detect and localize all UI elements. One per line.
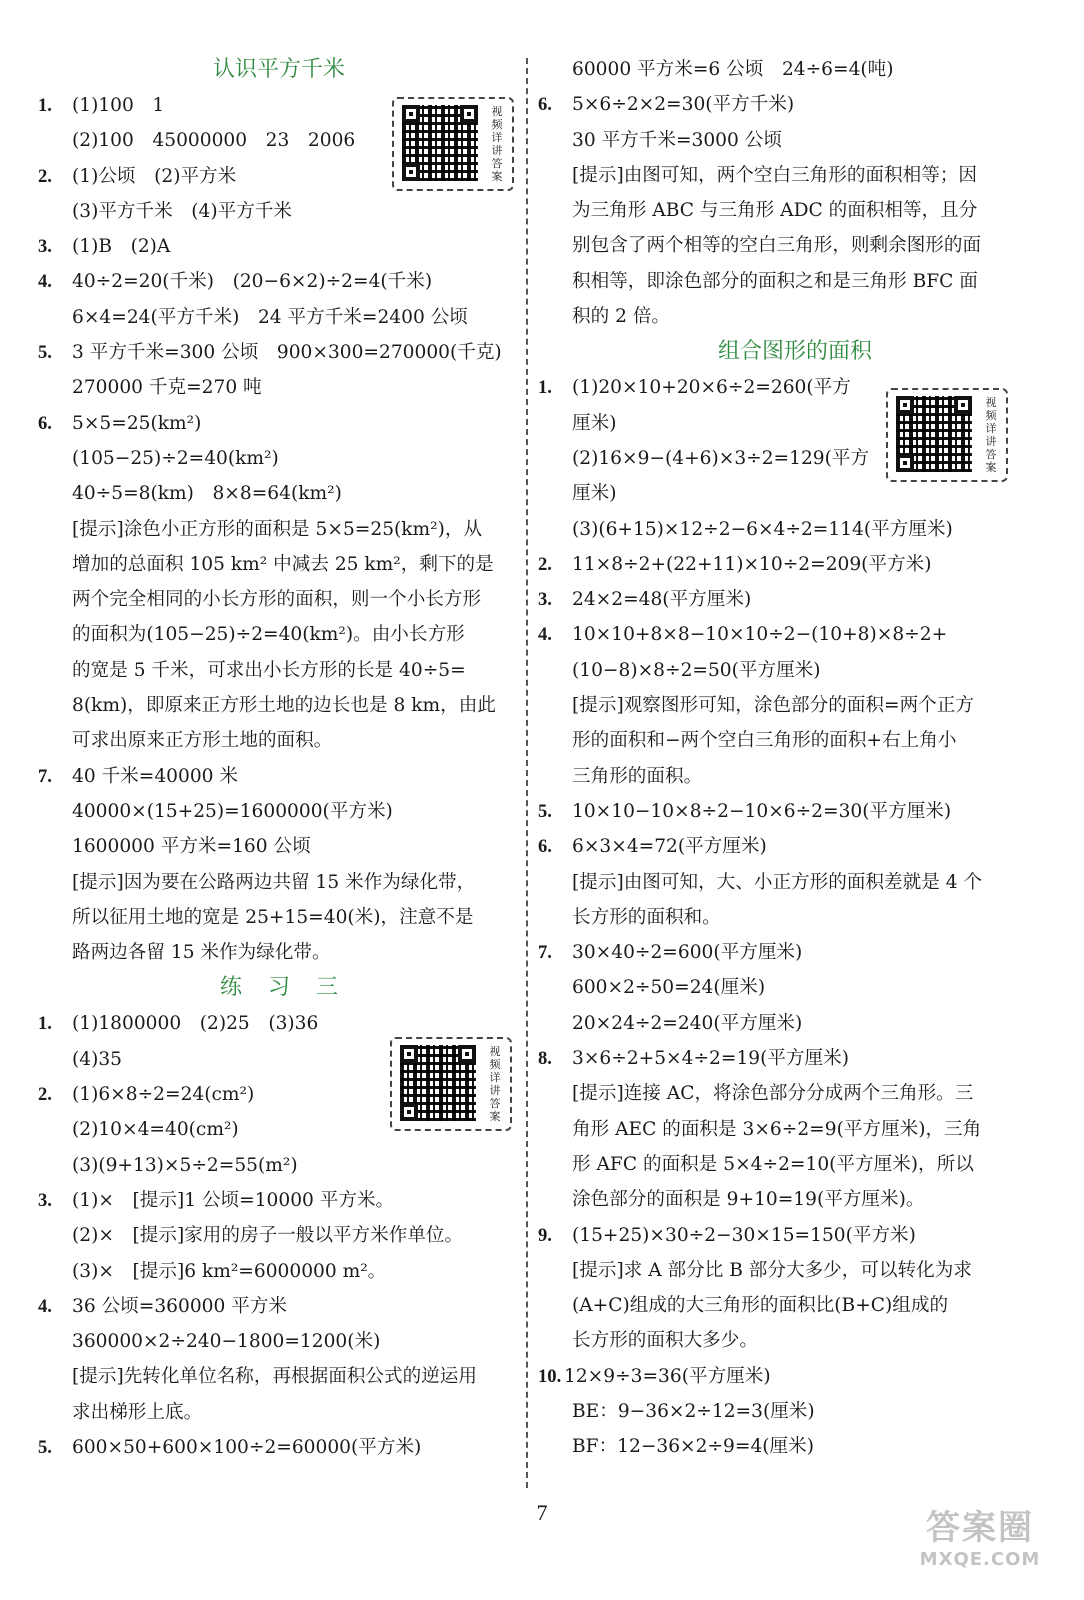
answer-line — [38, 547, 520, 582]
answer-text: 5×5=25(km²) — [72, 412, 202, 434]
item-number: 1. — [38, 95, 52, 116]
answer-line — [38, 1254, 520, 1289]
answer-text: (15+25)×30÷2−30×15=150(平方米) — [572, 1224, 916, 1246]
answer-text: 30×40÷2=600(平方厘米) — [572, 942, 803, 964]
answer-text: [提示]涂色小正方形的面积是 5×5=25(km²)，从 — [72, 518, 483, 540]
answer-text: 30 平方千米=3000 公顷 — [572, 129, 782, 151]
answer-text: 11×8÷2+(22+11)×10÷2=209(平方米) — [572, 553, 932, 575]
answer-line — [538, 723, 1052, 758]
answer-item — [38, 335, 520, 370]
answer-text: (1)公顷 (2)平方米 — [72, 165, 237, 187]
answer-text: (4)35 — [72, 1048, 122, 1070]
qr-label: 视频详讲答案 — [489, 1045, 501, 1123]
answer-text: 60000 平方米=6 公顷 24÷6=4(吨) — [572, 59, 894, 80]
answer-line — [38, 935, 520, 970]
item-number: 2. — [38, 165, 52, 187]
answer-line — [38, 617, 520, 652]
answer-text: 6×4=24(平方千米) 24 平方千米=2400 公顷 — [72, 306, 468, 328]
answer-line — [38, 723, 520, 758]
answer-text: 角形 AEC 的面积是 3×6÷2=9(平方厘米)，三角 — [572, 1118, 982, 1140]
answer-item — [538, 794, 1052, 829]
answer-line — [538, 1288, 1052, 1323]
answer-line — [38, 794, 520, 829]
item-number: 8. — [538, 1048, 552, 1070]
answer-text: (A+C)组成的大三角形的面积比(B+C)组成的 — [572, 1295, 949, 1317]
answer-item — [538, 617, 1052, 652]
answer-line — [538, 900, 1052, 935]
answer-line — [538, 759, 1052, 794]
item-number: 1. — [538, 377, 552, 399]
answer-line — [538, 264, 1052, 299]
answer-text: 20×24÷2=240(平方厘米) — [572, 1012, 803, 1034]
item-number: 5. — [38, 1436, 52, 1458]
item-number: 3. — [38, 1189, 52, 1211]
answer-text: 为三角形 ABC 与三角形 ADC 的面积相等，且分 — [572, 200, 978, 222]
answer-line — [538, 1323, 1052, 1358]
answer-text: (105−25)÷2=40(km²) — [72, 447, 279, 469]
item-number: 2. — [38, 1084, 52, 1106]
answer-line — [38, 653, 520, 688]
answer-text: 12×9÷3=36(平方厘米) — [564, 1365, 771, 1387]
item-number: 1. — [38, 1013, 52, 1035]
answer-item — [538, 582, 1052, 617]
answer-line — [38, 1148, 520, 1183]
answer-text: 两个完全相同的小长方形的面积，则一个小长方形 — [72, 589, 482, 611]
answer-item — [38, 759, 520, 794]
item-number: 4. — [38, 271, 52, 293]
answer-text: 270000 千克=270 吨 — [72, 377, 262, 399]
answer-line — [538, 653, 1052, 688]
item-number: 7. — [538, 942, 552, 964]
answer-line — [538, 865, 1052, 900]
answer-item — [538, 1359, 1052, 1394]
item-number: 10. — [538, 1365, 562, 1387]
answer-text: (3)× [提示]6 km²=6000000 m²。 — [72, 1260, 387, 1282]
answer-text: 36 公顷=360000 平方米 — [72, 1295, 288, 1317]
answer-item — [538, 547, 1052, 582]
answer-text: [提示]求 A 部分比 B 部分大多少，可以转化为求 — [572, 1259, 972, 1281]
answer-line — [538, 1394, 1052, 1429]
answer-text: 360000×2÷240−1800=1200(米) — [72, 1331, 381, 1353]
answer-text: (3)(6+15)×12÷2−6×4÷2=114(平方厘米) — [572, 518, 953, 540]
answer-text: [提示]由图可知，大、小正方形的面积差就是 4 个 — [572, 871, 983, 893]
answer-text: 三角形的面积。 — [572, 765, 703, 787]
answer-text: (1)20×10+20×6÷2=260(平方 — [572, 377, 851, 399]
item-number: 2. — [538, 553, 552, 575]
answer-text: 24×2=48(平方厘米) — [572, 589, 752, 611]
qr-code-video-answer[interactable] — [392, 97, 514, 191]
answer-item — [538, 87, 1052, 122]
item-number: 5. — [538, 800, 552, 822]
answer-text: 10×10+8×8−10×10÷2−(10+8)×8÷2+ — [572, 624, 948, 646]
item-number: 6. — [538, 836, 552, 858]
answer-text: 3×6÷2+5×4÷2=19(平方厘米) — [572, 1048, 849, 1070]
answer-text: 8(km)，即原来正方形土地的边长也是 8 km，由此 — [72, 695, 496, 717]
watermark-logo — [900, 1500, 1060, 1570]
answer-text: (2)100 45000000 23 2006 — [72, 130, 356, 152]
answer-text: [提示]由图可知，两个空白三角形的面积相等；因 — [572, 164, 977, 186]
qr-code-video-answer[interactable] — [886, 388, 1008, 482]
item-number: 9. — [538, 1224, 552, 1246]
answer-item — [38, 1430, 520, 1465]
answer-line — [538, 228, 1052, 263]
answer-line — [538, 1429, 1052, 1464]
item-number: 6. — [538, 94, 552, 116]
answer-text: 的宽是 5 千米，可求出小长方形的长是 40÷5= — [72, 659, 466, 681]
answer-text: (2)× [提示]家用的房子一般以平方米作单位。 — [72, 1225, 464, 1247]
answer-text: (1)1800000 (2)25 (3)36 — [72, 1013, 319, 1035]
answer-text: [提示]观察图形可知，涂色部分的面积=两个正方 — [572, 695, 974, 717]
answer-line — [538, 52, 1052, 87]
answer-item — [538, 1041, 1052, 1076]
answer-line — [538, 299, 1052, 334]
answer-text: BF：12−36×2÷9=4(厘米) — [572, 1436, 814, 1458]
qr-label: 视频详讲答案 — [491, 105, 503, 183]
answer-text: 6×3×4=72(平方厘米) — [572, 836, 767, 858]
answer-text: 600×2÷50=24(厘米) — [572, 977, 766, 999]
answer-text: 长方形的面积大多少。 — [572, 1330, 758, 1352]
answer-line — [538, 512, 1052, 547]
answer-line — [38, 512, 520, 547]
answer-line — [38, 865, 520, 900]
answer-text: 别包含了两个相等的空白三角形，则剩余图形的面 — [572, 235, 982, 257]
answer-text: 40000×(15+25)=1600000(平方米) — [72, 800, 393, 822]
answer-item — [538, 829, 1052, 864]
section-title: 练习三 — [219, 975, 364, 1001]
column-divider — [526, 58, 528, 1488]
answer-text: 5×6÷2×2=30(平方千米) — [572, 94, 795, 116]
answer-line — [538, 193, 1052, 228]
answer-text: (2)16×9−(4+6)×3÷2=129(平方 — [572, 447, 870, 469]
answer-line — [38, 1395, 520, 1430]
qr-label: 视频详讲答案 — [985, 396, 997, 474]
section-title: 认识平方千米 — [212, 57, 345, 82]
item-number: 6. — [38, 412, 52, 434]
answer-text: 形的面积和−两个空白三角形的面积+右上角小 — [572, 730, 957, 752]
answer-line — [538, 158, 1052, 193]
answer-text: (2)10×4=40(cm²) — [72, 1119, 239, 1141]
answer-text: 形 AFC 的面积是 5×4÷2=10(平方厘米)，所以 — [572, 1153, 974, 1175]
answer-text: 积相等，即涂色部分的面积之和是三角形 BFC 面 — [572, 270, 978, 292]
page-number: 7 — [536, 1500, 548, 1525]
answer-item — [38, 1183, 520, 1218]
answer-text: 积的 2 倍。 — [572, 306, 671, 328]
answer-text: 涂色部分的面积是 9+10=19(平方厘米)。 — [572, 1189, 925, 1211]
answer-item — [38, 264, 520, 299]
item-number: 3. — [38, 236, 52, 258]
answer-line — [38, 688, 520, 723]
answer-text: 40÷5=8(km) 8×8=64(km²) — [72, 483, 342, 505]
answer-text: 1600000 平方米=160 公顷 — [72, 836, 311, 858]
answer-item — [38, 406, 520, 441]
answer-line — [38, 1218, 520, 1253]
answer-text: 的面积为(105−25)÷2=40(km²)。由小长方形 — [72, 624, 465, 646]
answer-text: 路两边各留 15 米作为绿化带。 — [72, 942, 331, 964]
answer-text: 求出梯形上底。 — [72, 1401, 203, 1423]
answer-text: (10−8)×8÷2=50(平方厘米) — [572, 659, 821, 681]
answer-text: 40 千米=40000 米 — [72, 765, 238, 787]
item-number: 7. — [38, 765, 52, 787]
answer-line — [538, 1182, 1052, 1217]
answer-text: (1)× [提示]1 公顷=10000 平方米。 — [72, 1189, 395, 1211]
answer-line — [38, 582, 520, 617]
answer-line — [38, 300, 520, 335]
answer-line — [538, 1147, 1052, 1182]
answer-text: 长方形的面积和。 — [572, 906, 721, 928]
answer-item — [38, 1289, 520, 1324]
answer-line — [38, 441, 520, 476]
answer-line — [538, 688, 1052, 723]
answer-item — [38, 229, 520, 264]
answer-line — [538, 1076, 1052, 1111]
answer-line — [38, 829, 520, 864]
section-title: 组合图形的面积 — [717, 339, 872, 365]
answer-line — [538, 123, 1052, 158]
answer-text: [提示]因为要在公路两边共留 15 米作为绿化带， — [72, 871, 476, 893]
answer-text: 600×50+600×100÷2=60000(平方米) — [72, 1436, 422, 1458]
answer-line — [38, 900, 520, 935]
item-number: 3. — [538, 589, 552, 611]
item-number: 5. — [38, 342, 52, 364]
answer-text: (1)B (2)A — [72, 236, 171, 258]
answer-line — [538, 1112, 1052, 1147]
item-number: 4. — [38, 1295, 52, 1317]
answer-text: [提示]先转化单位名称，再根据面积公式的逆运用 — [72, 1366, 477, 1388]
qr-code-video-answer[interactable] — [390, 1037, 512, 1131]
answer-text: (3)(9+13)×5÷2=55(m²) — [72, 1154, 298, 1176]
answer-text: (1)6×8÷2=24(cm²) — [72, 1084, 255, 1106]
answer-text: (1)100 1 — [72, 95, 165, 116]
answer-line — [38, 370, 520, 405]
answer-text: (3)平方千米 (4)平方千米 — [72, 200, 293, 222]
answer-text: 可求出原来正方形土地的面积。 — [72, 730, 333, 752]
answer-item — [538, 935, 1052, 970]
answer-text: [提示]连接 AC，将涂色部分分成两个三角形。三 — [572, 1083, 974, 1105]
answer-item — [538, 1218, 1052, 1253]
right-column — [538, 52, 1052, 1465]
answer-text: 10×10−10×8÷2−10×6÷2=30(平方厘米) — [572, 800, 952, 822]
answer-text: 40÷2=20(千米) (20−6×2)÷2=4(千米) — [72, 271, 433, 293]
answer-line — [38, 1359, 520, 1394]
answer-line — [538, 1006, 1052, 1041]
left-column — [38, 52, 520, 1465]
watermark-url: MXQE.COM — [919, 1549, 1041, 1570]
answer-text: 增加的总面积 105 km² 中减去 25 km²，剩下的是 — [72, 553, 494, 575]
answer-text: BE：9−36×2÷12=3(厘米) — [572, 1400, 815, 1422]
answer-line — [538, 1253, 1052, 1288]
watermark-text: 答案圈 — [926, 1508, 1034, 1548]
answer-line — [38, 476, 520, 511]
answer-text: 3 平方千米=300 公顷 900×300=270000(千克) — [72, 342, 502, 364]
item-number: 4. — [538, 624, 552, 646]
answer-text: 厘米) — [572, 412, 617, 434]
answer-line — [538, 970, 1052, 1005]
answer-line — [38, 1324, 520, 1359]
answer-text: 厘米) — [572, 483, 617, 505]
answer-line — [38, 194, 520, 229]
answer-text: 所以征用土地的宽是 25+15=40(米)，注意不是 — [72, 906, 474, 928]
